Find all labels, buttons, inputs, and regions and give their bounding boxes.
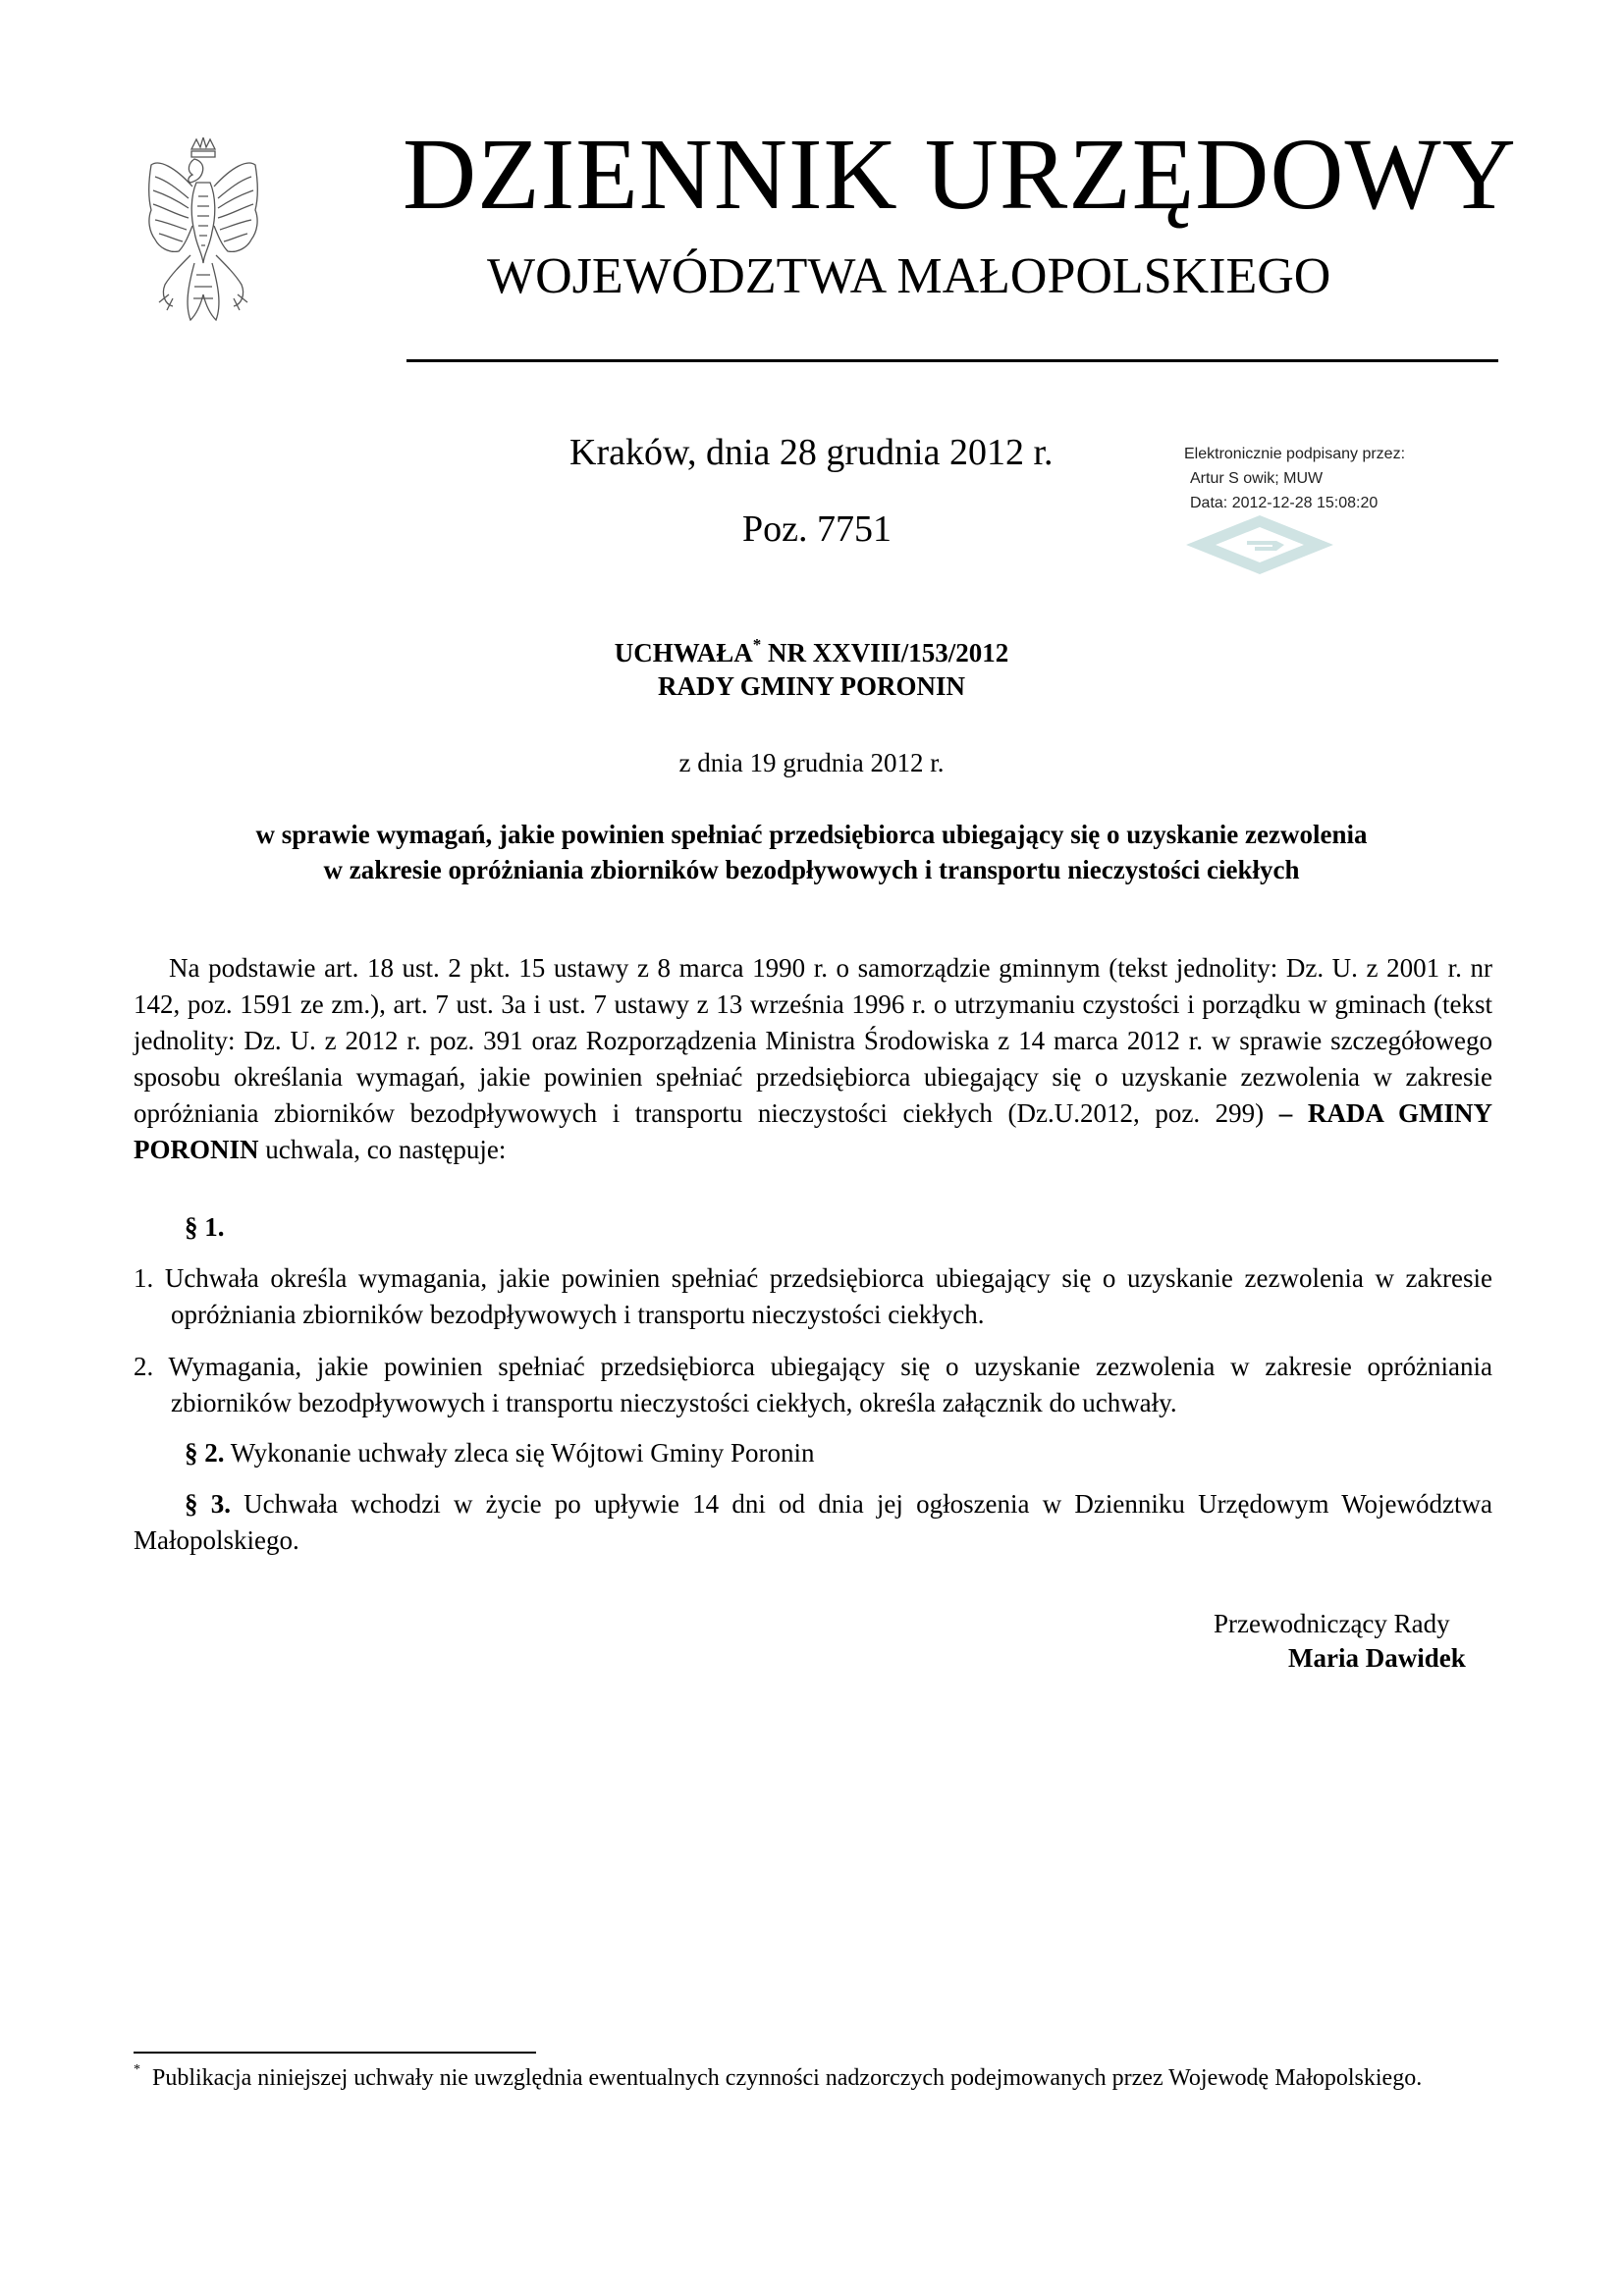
journal-subtitle: WOJEWÓDZTWA MAŁOPOLSKIEGO (487, 248, 1331, 304)
resolution-title-prefix: UCHWAŁA (614, 638, 753, 667)
e-signature-logo-icon (1186, 515, 1333, 574)
electronic-signature-block (1184, 442, 1405, 515)
polish-eagle-emblem-icon (145, 137, 261, 344)
subject-line-2: w zakresie opróżniania zbiorników bezodpływowych i transportu nieczystości ciekłych (323, 855, 1300, 884)
chair-name: Maria Dawidek (1288, 1643, 1466, 1673)
section-2-paragraph (185, 1435, 815, 1471)
footnote-reference[interactable]: * (752, 635, 762, 654)
section-2-heading: § 2. (185, 1438, 225, 1468)
legal-basis-end: uchwala, co następuje: (258, 1135, 507, 1164)
signature-signer: Artur S owik; MUW (1190, 470, 1324, 487)
resolution-issuer: RADY GMINY PORONIN (658, 671, 965, 701)
footnote-text: Publikacja niniejszej uchwały nie uwzględnia ewentualnych czynności nadzorczych podejmowanych przez Wojewodę Małopolskiego. (152, 2065, 1423, 2091)
legal-basis-paragraph (134, 950, 1492, 1168)
legal-basis-council: – RADA GMINY PORONIN (134, 1098, 1492, 1164)
resolution-title (0, 636, 1623, 703)
publication-position: Poz. 7751 (742, 508, 892, 550)
section-1-heading: § 1. (185, 1212, 225, 1242)
chair-title: Przewodniczący Rady (1214, 1609, 1450, 1638)
header-divider (406, 359, 1498, 362)
section-1-item: 2. Wymagania, jakie powinien spełniać przedsiębiorca ubiegający się o uzyskanie zezwolenia w zakresie opróżniania zbiorników bezodpływowych i transportu nieczystości ciekłych, określa załącznik do uchwały. (134, 1352, 1492, 1417)
signature-label: Elektronicznie podpisany przez: (1184, 446, 1406, 462)
footnote-marker: * (134, 2062, 140, 2077)
legal-basis-text: Na podstawie art. 18 ust. 2 pkt. 15 ustawy z 8 marca 1990 r. o samorządzie gminnym (tekst jednolity: Dz. U. z 2001 r. nr 142, poz. 1591 ze zm.), art. 7 ust. 3a i ust. 7 ustawy z 13 września 1996 r. o utrzymaniu czystości i porządku w gminach (tekst jednolity: Dz. U. z 2012 r. poz. 391 oraz Rozporządzenia Ministra Środowiska z 14 marca 2012 r. w sprawie szczegółowego sposobu określania wymagań, jakie powinien spełniać przedsiębiorca ubiegający się o uzyskanie zezwolenia w zakresie opróżniania zbiorników bezodpływowych i transportu nieczystości ciekłych (Dz.U.2012, poz. 299) (134, 953, 1492, 1128)
footnote (134, 2061, 1492, 2095)
signature-date: Data: 2012-12-28 15:08:20 (1190, 495, 1379, 511)
journal-title: DZIENNIK URZĘDOWY (403, 118, 1517, 231)
section-3-text: Uchwała wchodzi w życie po upływie 14 dni od dnia jej ogłoszenia w Dzienniku Urzędowym Województwa Małopolskiego. (134, 1489, 1492, 1555)
subject-line-1: w sprawie wymagań, jakie powinien spełniać przedsiębiorca ubiegający się o uzyskanie zezwolenia (255, 820, 1368, 849)
section-2-text: Wykonanie uchwały zleca się Wójtowi Gminy Poronin (224, 1438, 815, 1468)
footnote-divider (134, 2052, 536, 2054)
publication-place-date: Kraków, dnia 28 grudnia 2012 r. (569, 432, 1054, 473)
resolution-subject (0, 817, 1623, 887)
resolution-date: z dnia 19 grudnia 2012 r. (678, 748, 945, 777)
section-3-heading: § 3. (185, 1489, 231, 1519)
resolution-number: NR XXVIII/153/2012 (761, 638, 1009, 667)
section-3-paragraph (134, 1486, 1492, 1559)
section-1-item: 1. Uchwała określa wymagania, jakie powinien spełniać przedsiębiorca ubiegający się o uzyskanie zezwolenia w zakresie opróżniania zbiorników bezodpływowych i transportu nieczystości ciekłych. (134, 1263, 1492, 1329)
